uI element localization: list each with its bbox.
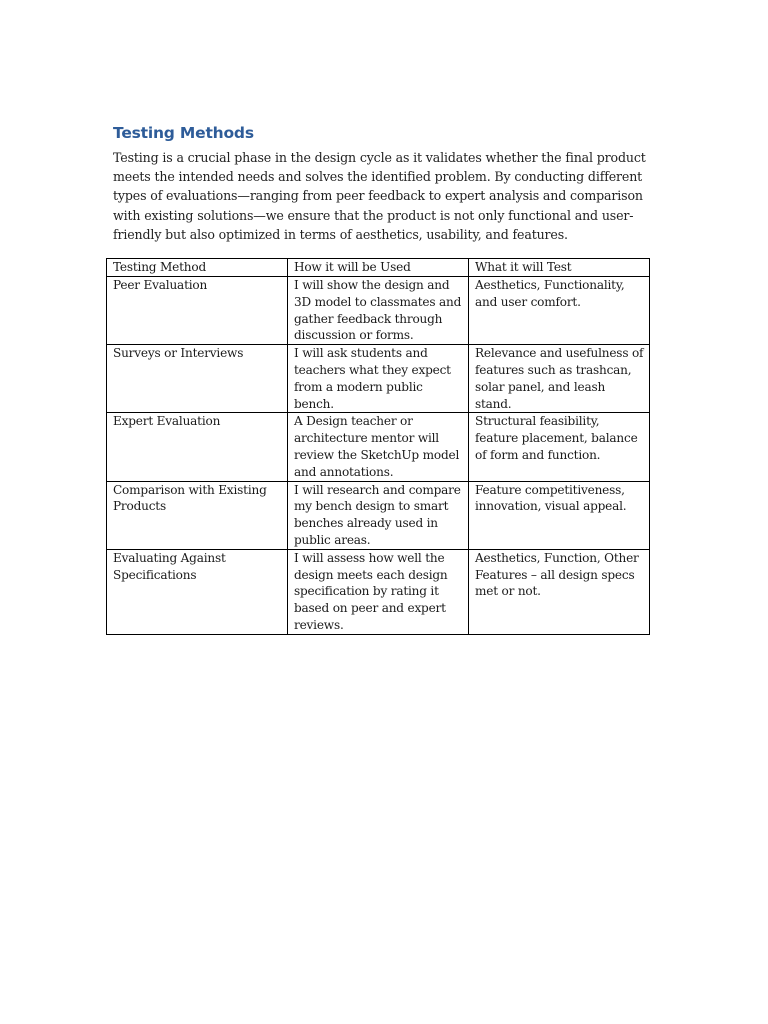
- section-heading: Testing Methods: [113, 124, 254, 142]
- testing-methods-table: [106, 258, 650, 635]
- cell-method: Expert Evaluation: [107, 413, 288, 481]
- cell-method: Peer Evaluation: [107, 277, 288, 345]
- cell-tests: Relevance and usefulness of features such as trashcan, solar panel, and leash stand.: [469, 345, 650, 413]
- cell-method: Surveys or Interviews: [107, 345, 288, 413]
- header-cell-how-used: How it will be Used: [288, 259, 469, 277]
- cell-tests: Aesthetics, Functionality, and user comfort.: [469, 277, 650, 345]
- cell-usage: A Design teacher or architecture mentor will review the SketchUp model and annotations.: [288, 413, 469, 481]
- table-header-row: [107, 259, 650, 277]
- cell-tests: Feature competitiveness, innovation, visual appeal.: [469, 481, 650, 549]
- cell-method: Comparison with Existing Products: [107, 481, 288, 549]
- header-cell-testing-method: Testing Method: [107, 259, 288, 277]
- cell-usage: I will assess how well the design meets each design specification by rating it based on peer and expert reviews.: [288, 549, 469, 634]
- intro-paragraph: Testing is a crucial phase in the design cycle as it validates whether the final product meets the intended needs and solves the identified problem. By conducting different types of evaluations—ranging from peer feedback to expert analysis and comparison with existing solutions—we ensure that the product is not only functional and user-friendly but also optimized in terms of aesthetics, usability, and features.: [113, 150, 646, 242]
- cell-method: Evaluating Against Specifications: [107, 549, 288, 634]
- table-row: [107, 413, 650, 481]
- cell-usage: I will ask students and teachers what they expect from a modern public bench.: [288, 345, 469, 413]
- cell-tests: Aesthetics, Function, Other Features – all design specs met or not.: [469, 549, 650, 634]
- cell-usage: I will research and compare my bench design to smart benches already used in public areas.: [288, 481, 469, 549]
- header-cell-what-test: What it will Test: [469, 259, 650, 277]
- table-row: [107, 277, 650, 345]
- table-row: [107, 481, 650, 549]
- cell-tests: Structural feasibility, feature placement, balance of form and function.: [469, 413, 650, 481]
- cell-usage: I will show the design and 3D model to classmates and gather feedback through discussion or forms.: [288, 277, 469, 345]
- table-row: [107, 345, 650, 413]
- table-row: [107, 549, 650, 634]
